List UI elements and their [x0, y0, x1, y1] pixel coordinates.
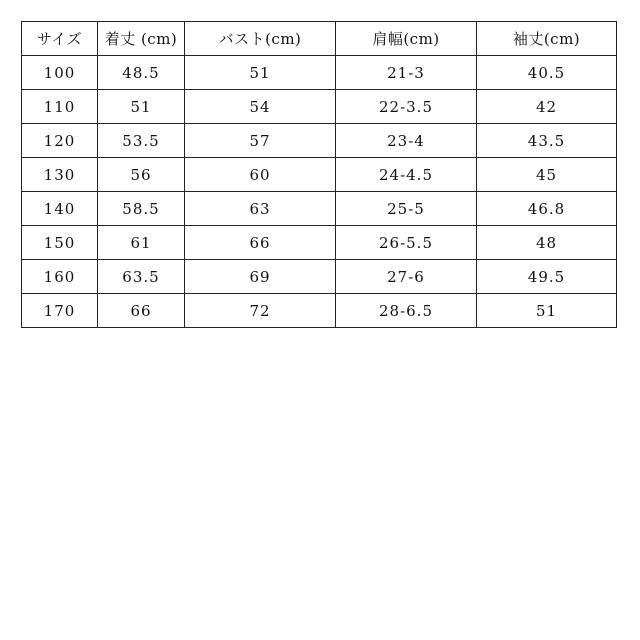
table-row [22, 124, 617, 158]
cell-length: 51 [98, 90, 185, 124]
cell-bust: 51 [185, 56, 336, 90]
cell-length: 61 [98, 226, 185, 260]
table-row [22, 226, 617, 260]
cell-length: 56 [98, 158, 185, 192]
cell-size: 160 [22, 260, 98, 294]
table-row [22, 90, 617, 124]
cell-length: 66 [98, 294, 185, 328]
cell-length: 48.5 [98, 56, 185, 90]
header-shoulder: 肩幅(cm) [336, 22, 477, 56]
cell-length: 63.5 [98, 260, 185, 294]
cell-bust: 60 [185, 158, 336, 192]
cell-bust: 66 [185, 226, 336, 260]
table-row [22, 56, 617, 90]
cell-sleeve: 46.8 [477, 192, 617, 226]
cell-bust: 63 [185, 192, 336, 226]
size-chart-header [22, 22, 617, 56]
cell-sleeve: 51 [477, 294, 617, 328]
cell-sleeve: 42 [477, 90, 617, 124]
cell-shoulder: 22-3.5 [336, 90, 477, 124]
cell-shoulder: 25-5 [336, 192, 477, 226]
cell-sleeve: 45 [477, 158, 617, 192]
size-chart-body [22, 56, 617, 328]
header-row [22, 22, 617, 56]
table-row [22, 294, 617, 328]
cell-size: 100 [22, 56, 98, 90]
cell-length: 53.5 [98, 124, 185, 158]
cell-shoulder: 27-6 [336, 260, 477, 294]
header-bust: バスト(cm) [185, 22, 336, 56]
cell-shoulder: 23-4 [336, 124, 477, 158]
cell-size: 170 [22, 294, 98, 328]
cell-sleeve: 43.5 [477, 124, 617, 158]
size-chart-table [21, 21, 617, 328]
cell-sleeve: 48 [477, 226, 617, 260]
table-row [22, 158, 617, 192]
cell-shoulder: 26-5.5 [336, 226, 477, 260]
table-row [22, 192, 617, 226]
header-size: サイズ [22, 22, 98, 56]
cell-bust: 54 [185, 90, 336, 124]
cell-sleeve: 40.5 [477, 56, 617, 90]
cell-sleeve: 49.5 [477, 260, 617, 294]
cell-size: 110 [22, 90, 98, 124]
header-sleeve: 袖丈(cm) [477, 22, 617, 56]
cell-bust: 57 [185, 124, 336, 158]
cell-size: 140 [22, 192, 98, 226]
cell-bust: 72 [185, 294, 336, 328]
cell-shoulder: 24-4.5 [336, 158, 477, 192]
cell-shoulder: 28-6.5 [336, 294, 477, 328]
table-row [22, 260, 617, 294]
cell-shoulder: 21-3 [336, 56, 477, 90]
cell-length: 58.5 [98, 192, 185, 226]
header-length: 着丈 (cm) [98, 22, 185, 56]
cell-size: 120 [22, 124, 98, 158]
cell-bust: 69 [185, 260, 336, 294]
cell-size: 150 [22, 226, 98, 260]
cell-size: 130 [22, 158, 98, 192]
